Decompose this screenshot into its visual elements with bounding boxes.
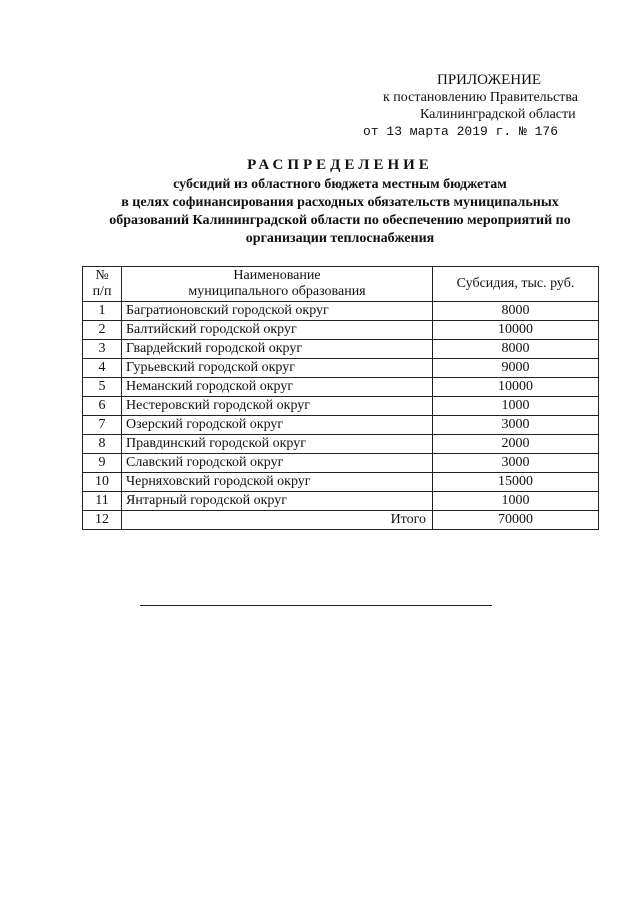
row-sum: 8000 [433, 302, 599, 321]
row-name: Неманский городской округ [122, 378, 433, 397]
row-sum: 10000 [433, 321, 599, 340]
row-sum: 9000 [433, 359, 599, 378]
header-number-line-2: п/п [92, 284, 112, 299]
total-label: Итого [122, 511, 433, 530]
subsidy-table [82, 266, 599, 530]
header-name-line-2: муниципального образования [188, 284, 366, 299]
header-number-line-1: № [95, 268, 109, 283]
row-number: 11 [83, 492, 122, 511]
header-name-line-1: Наименование [233, 268, 321, 283]
document-title: РАСПРЕДЕЛЕНИЕ [247, 157, 433, 173]
table-row [83, 473, 599, 492]
row-name: Балтийский городской округ [122, 321, 433, 340]
table-body [83, 302, 599, 530]
closing-rule [140, 605, 492, 606]
header-name [122, 267, 433, 302]
table-row [83, 302, 599, 321]
annex-reference: к постановлению Правительства [383, 90, 579, 105]
document-subtitle-line-3: образований Калининградской области по обеспечению мероприятий по [109, 213, 571, 228]
row-sum: 3000 [433, 416, 599, 435]
total-row [83, 511, 599, 530]
row-sum: 15000 [433, 473, 599, 492]
row-number: 7 [83, 416, 122, 435]
table-row [83, 321, 599, 340]
row-name: Гурьевский городской округ [122, 359, 433, 378]
row-number: 9 [83, 454, 122, 473]
row-name: Правдинский городской округ [122, 435, 433, 454]
row-name: Озерский городской округ [122, 416, 433, 435]
annex-region: Калининградской области [420, 107, 576, 122]
row-sum: 10000 [433, 378, 599, 397]
row-name: Нестеровский городской округ [122, 397, 433, 416]
row-number: 3 [83, 340, 122, 359]
row-number: 5 [83, 378, 122, 397]
document-subtitle-line-2: в целях софинансирования расходных обязательств муниципальных [121, 195, 559, 210]
annex-date: от 13 марта 2019 г. № 176 [363, 124, 559, 139]
row-number: 6 [83, 397, 122, 416]
row-name: Славский городской округ [122, 454, 433, 473]
document-subtitle-line-4: организации теплоснабжения [245, 231, 435, 246]
row-name: Янтарный городской округ [122, 492, 433, 511]
row-sum: 1000 [433, 492, 599, 511]
header-sum: Субсидия, тыс. руб. [433, 267, 599, 302]
total-number: 12 [83, 511, 122, 530]
table-row [83, 454, 599, 473]
table-row [83, 435, 599, 454]
row-name: Черняховский городской округ [122, 473, 433, 492]
table-row [83, 378, 599, 397]
row-name: Багратионовский городской округ [122, 302, 433, 321]
total-sum: 70000 [433, 511, 599, 530]
table-row [83, 340, 599, 359]
row-number: 10 [83, 473, 122, 492]
row-sum: 3000 [433, 454, 599, 473]
row-sum: 1000 [433, 397, 599, 416]
row-number: 2 [83, 321, 122, 340]
document-subtitle-line-1: субсидий из областного бюджета местным бюджетам [173, 177, 507, 192]
row-number: 4 [83, 359, 122, 378]
row-name: Гвардейский городской округ [122, 340, 433, 359]
row-sum: 8000 [433, 340, 599, 359]
row-sum: 2000 [433, 435, 599, 454]
table-row [83, 397, 599, 416]
row-number: 8 [83, 435, 122, 454]
table-row [83, 492, 599, 511]
annex-title: ПРИЛОЖЕНИЕ [437, 72, 542, 88]
table-header-row [83, 267, 599, 302]
header-number [83, 267, 122, 302]
table-row [83, 416, 599, 435]
table-row [83, 359, 599, 378]
row-number: 1 [83, 302, 122, 321]
